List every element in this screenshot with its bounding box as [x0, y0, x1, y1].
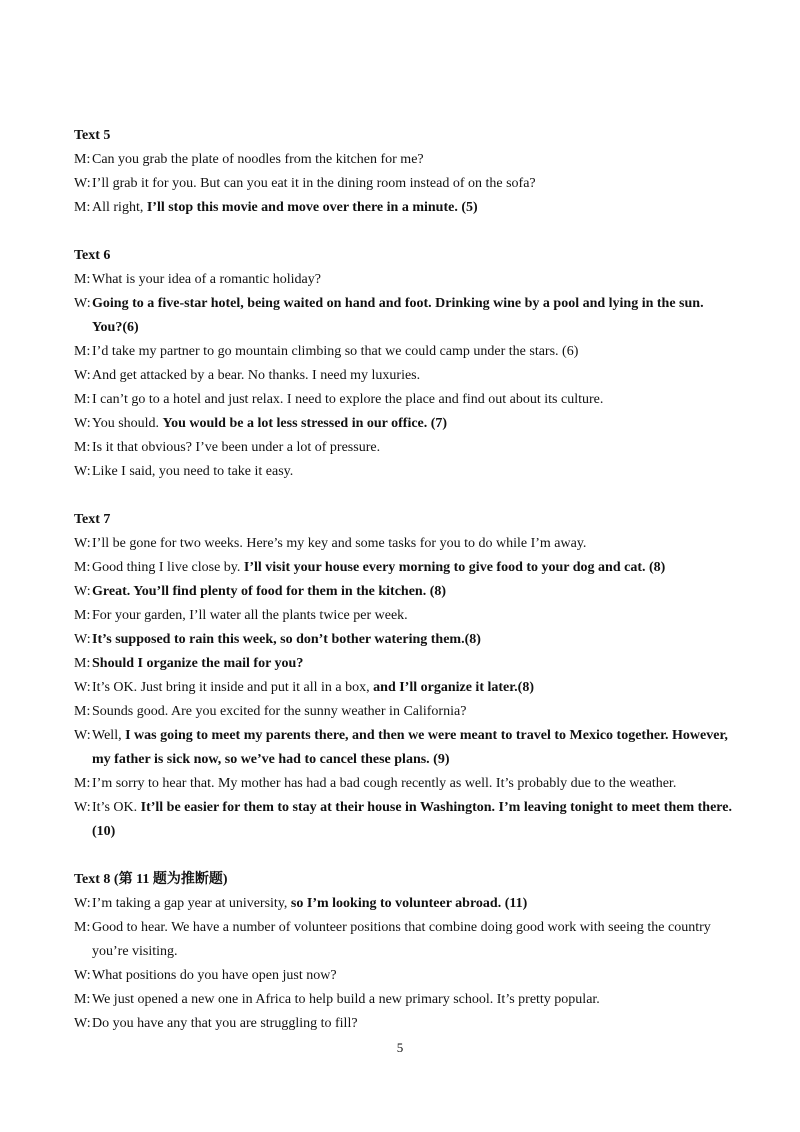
- text-segment: What is your idea of a romantic holiday?: [92, 272, 321, 287]
- speaker-label: M:: [74, 152, 91, 167]
- text-segment: Is it that obvious? I’ve been under a lot of pressure.: [92, 440, 381, 455]
- dialogue-line: [74, 412, 734, 436]
- text-segment: I’ll grab it for you. But can you eat it in the dining room instead of on the sofa?: [92, 176, 536, 191]
- speaker-label: W:: [74, 536, 91, 551]
- section-gap: [74, 220, 734, 244]
- speaker-label: M:: [74, 392, 91, 407]
- text-segment: We just opened a new one in Africa to help build a new primary school. It’s pretty popular.: [92, 992, 600, 1007]
- speaker-label: W:: [74, 800, 91, 815]
- speaker-label: W:: [74, 584, 91, 599]
- dialogue-line: [74, 892, 734, 916]
- dialogue-line: [74, 340, 734, 364]
- text-segment: For your garden, I’ll water all the plants twice per week.: [92, 608, 408, 623]
- section-title: Text 7: [74, 512, 111, 527]
- dialogue-line: [74, 172, 734, 196]
- bold-segment: I’ll stop this movie and move over there in a minute. (5): [146, 200, 478, 215]
- text-segment: I’ll be gone for two weeks. Here’s my key and some tasks for you to do while I’m away.: [92, 536, 587, 551]
- speaker-label: M:: [74, 344, 91, 359]
- speaker-label: W:: [74, 1016, 91, 1031]
- dialogue-line: [74, 988, 734, 1012]
- dialogue-line: [74, 916, 734, 964]
- text-segment: Can you grab the plate of noodles from the kitchen for me?: [92, 152, 424, 167]
- dialogue-line: [74, 772, 734, 796]
- dialogue-line: [74, 148, 734, 172]
- dialogue-line: [74, 532, 734, 556]
- speaker-label: M:: [74, 920, 91, 935]
- speaker-label: M:: [74, 608, 91, 623]
- section-title: Text 8 (第 11 题为推断题): [74, 872, 228, 887]
- bold-segment: It’s supposed to rain this week, so don’t bother watering them.(8): [92, 632, 481, 647]
- speaker-label: M:: [74, 200, 91, 215]
- section-title: Text 5: [74, 128, 111, 143]
- dialogue-line: [74, 652, 734, 676]
- bold-segment: I was going to meet my parents there, and then we were meant to travel to Mexico together. However,: [125, 728, 728, 743]
- dialogue-line: [74, 1012, 734, 1036]
- text-segment: I can’t go to a hotel and just relax. I need to explore the place and find out about its culture.: [92, 392, 604, 407]
- speaker-label: M:: [74, 776, 91, 791]
- speaker-label: W:: [74, 680, 91, 695]
- bold-segment: You would be a lot less stressed in our office. (7): [162, 416, 448, 431]
- speaker-label: M:: [74, 704, 91, 719]
- dialogue-line: [74, 796, 734, 844]
- text-segment: Good to hear. We have a number of volunteer positions that combine doing good work with seeing the country: [92, 920, 711, 935]
- continuation-line: [92, 820, 734, 844]
- text-segment: What positions do you have open just now?: [92, 968, 337, 983]
- section-gap: [74, 484, 734, 508]
- speaker-label: M:: [74, 272, 91, 287]
- text-segment: I’m taking a gap year at university,: [92, 896, 291, 911]
- bold-segment: so I’m looking to volunteer abroad. (11): [290, 896, 528, 911]
- speaker-label: M:: [74, 560, 91, 575]
- dialogue-line: [74, 268, 734, 292]
- dialogue-line: [74, 628, 734, 652]
- bold-segment: It’ll be easier for them to stay at their house in Washington. I’m leaving tonight to meet them there.: [140, 800, 732, 815]
- text-segment: Well,: [92, 728, 126, 743]
- bold-segment: Great. You’ll find plenty of food for them in the kitchen. (8): [92, 584, 447, 599]
- dialogue-line: [74, 196, 734, 220]
- speaker-label: M:: [74, 440, 91, 455]
- dialogue-line: [74, 724, 734, 772]
- bold-segment: (10): [92, 824, 116, 839]
- bold-segment: and I’ll organize it later.(8): [373, 680, 535, 695]
- text-segment: All right,: [92, 200, 147, 215]
- continuation-line: [92, 748, 734, 772]
- dialogue-line: [74, 964, 734, 988]
- bold-segment: You?(6): [92, 320, 139, 335]
- dialogue-line: [74, 604, 734, 628]
- dialogue-line: [74, 436, 734, 460]
- section-title: Text 6: [74, 248, 111, 263]
- speaker-label: M:: [74, 656, 91, 671]
- text-segment: You should.: [92, 416, 163, 431]
- continuation-line: [92, 316, 734, 340]
- speaker-label: W:: [74, 968, 91, 983]
- dialogue-line: [74, 292, 734, 340]
- text-segment: Like I said, you need to take it easy.: [92, 464, 294, 479]
- section-gap: [74, 844, 734, 868]
- dialogue-line: [74, 388, 734, 412]
- dialogue-line: [74, 580, 734, 604]
- bold-segment: Should I organize the mail for you?: [92, 656, 304, 671]
- text-segment: It’s OK.: [92, 800, 141, 815]
- dialogue-line: [74, 460, 734, 484]
- bold-segment: my father is sick now, so we’ve had to cancel these plans. (9): [92, 752, 450, 767]
- dialogue-line: [74, 364, 734, 388]
- speaker-label: W:: [74, 296, 91, 311]
- document-body: [74, 124, 734, 1036]
- text-segment: Good thing I live close by.: [92, 560, 244, 575]
- page-number: 5: [396, 1040, 404, 1055]
- text-segment: Sounds good. Are you excited for the sunny weather in California?: [92, 704, 467, 719]
- continuation-line: [92, 940, 734, 964]
- speaker-label: W:: [74, 728, 91, 743]
- bold-segment: I’ll visit your house every morning to give food to your dog and cat. (8): [243, 560, 666, 575]
- text-segment: Do you have any that you are struggling to fill?: [92, 1016, 358, 1031]
- text-segment: I’d take my partner to go mountain climbing so that we could camp under the stars. (6): [92, 344, 579, 359]
- speaker-label: W:: [74, 464, 91, 479]
- text-segment: And get attacked by a bear. No thanks. I need my luxuries.: [92, 368, 421, 383]
- speaker-label: W:: [74, 632, 91, 647]
- speaker-label: W:: [74, 896, 91, 911]
- text-segment: It’s OK. Just bring it inside and put it all in a box,: [92, 680, 374, 695]
- bold-segment: Going to a five-star hotel, being waited on hand and foot. Drinking wine by a pool and lying in the sun.: [92, 296, 704, 311]
- dialogue-line: [74, 556, 734, 580]
- speaker-label: W:: [74, 176, 91, 191]
- dialogue-line: [74, 700, 734, 724]
- speaker-label: W:: [74, 416, 91, 431]
- speaker-label: W:: [74, 368, 91, 383]
- text-segment: you’re visiting.: [92, 944, 178, 959]
- dialogue-line: [74, 676, 734, 700]
- speaker-label: M:: [74, 992, 91, 1007]
- text-segment: I’m sorry to hear that. My mother has had a bad cough recently as well. It’s probably due to the weather.: [92, 776, 677, 791]
